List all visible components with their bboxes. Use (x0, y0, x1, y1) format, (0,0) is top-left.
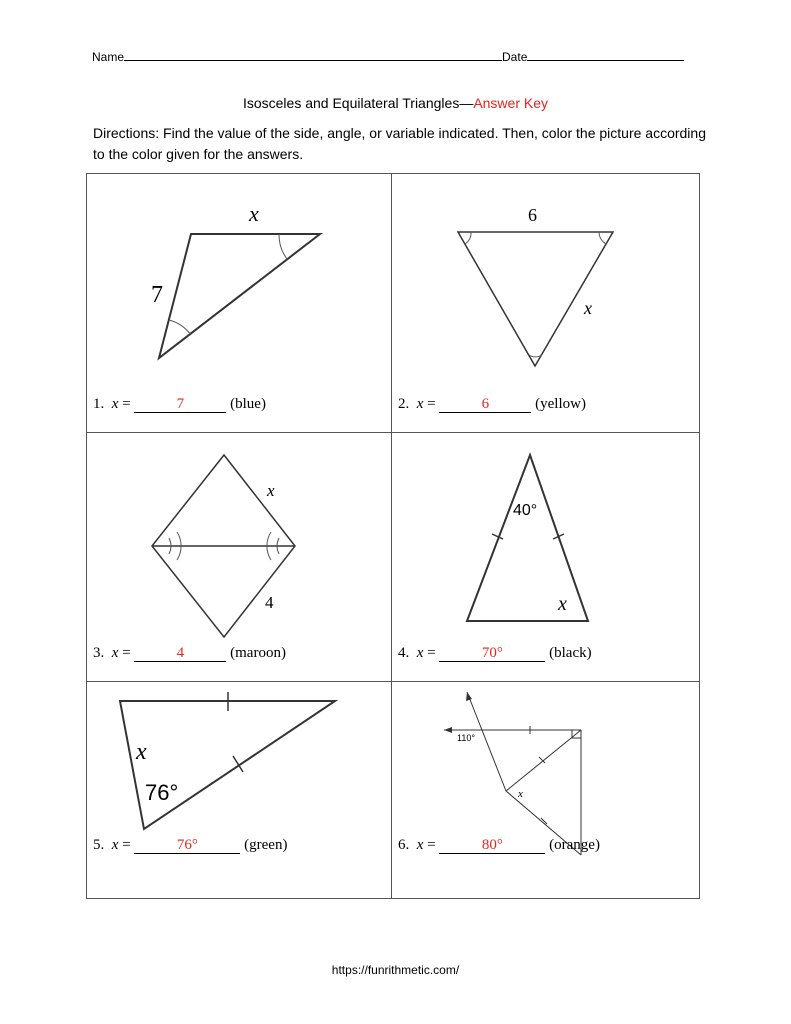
problem-number: 4. (398, 645, 410, 661)
figure-3-upper-label: x (267, 481, 275, 500)
directions-label: Directions (93, 125, 156, 141)
name-date-line (92, 48, 684, 64)
answer-blank[interactable]: 7 (134, 397, 226, 413)
triangle-figure-4 (392, 433, 701, 681)
figure-4-base-label: x (558, 593, 567, 615)
problem-variable: x (111, 837, 119, 853)
problem-grid (86, 173, 700, 899)
problem-variable: x (111, 396, 119, 412)
directions (93, 123, 713, 165)
triangle-figure-5 (87, 682, 391, 900)
date-field[interactable] (527, 48, 684, 61)
problem-number: 5. (93, 837, 105, 853)
problem-variable: x (111, 645, 119, 661)
figure-5-var-label: x (136, 739, 147, 765)
figure-2-side-label: x (584, 298, 592, 318)
date-label: Date (502, 50, 528, 64)
title-main: Isosceles and Equilateral Triangles— (242, 95, 474, 111)
problem-4 (392, 433, 701, 681)
name-field[interactable] (124, 48, 502, 61)
equals-sign: = (122, 396, 131, 412)
color-instruction: (green) (244, 837, 288, 853)
color-instruction: (yellow) (535, 396, 586, 412)
problem-2-answer-line (398, 396, 586, 413)
equals-sign: = (427, 645, 436, 661)
triangle-figure-1 (87, 174, 391, 432)
figure-1-side-label: 7 (151, 282, 163, 308)
answer-blank[interactable]: 76° (134, 838, 240, 854)
problem-5 (87, 682, 391, 900)
problem-number: 2. (398, 396, 410, 412)
problem-6-answer-line (398, 837, 600, 854)
answer-key-label: Answer Key (473, 95, 549, 111)
footer-url[interactable]: https://funrithmetic.com/ (331, 963, 460, 977)
answer-blank[interactable]: 6 (439, 397, 531, 413)
answer-blank[interactable]: 80° (439, 838, 545, 854)
problem-4-answer-line (398, 645, 592, 662)
problem-1 (87, 174, 391, 432)
color-instruction: (orange) (549, 837, 600, 853)
problem-number: 6. (398, 837, 410, 853)
equals-sign: = (427, 396, 436, 412)
worksheet-title (0, 95, 791, 111)
figure-4-angle-label: 40° (513, 502, 538, 519)
figure-1-top-label: x (249, 201, 259, 226)
problem-5-answer-line (93, 837, 287, 854)
figure-5-angle-label: 76° (145, 780, 179, 805)
angle-figure-6 (392, 682, 701, 900)
problem-1-answer-line (93, 396, 266, 413)
rhombus-figure-3 (87, 433, 391, 681)
problem-6 (392, 682, 701, 900)
problem-2 (392, 174, 701, 432)
figure-6-angle-label: 110° (457, 733, 475, 743)
problem-variable: x (416, 396, 424, 412)
problem-variable: x (416, 837, 424, 853)
answer-blank[interactable]: 4 (134, 646, 226, 662)
figure-6-var-label: x (518, 788, 523, 800)
problem-number: 3. (93, 645, 105, 661)
equals-sign: = (122, 837, 131, 853)
problem-3 (87, 433, 391, 681)
problem-number: 1. (93, 396, 105, 412)
directions-text: : Find the value of the side, angle, or variable indicated. Then, color the picture according to the color given for the answers. (93, 125, 706, 162)
triangle-figure-2 (392, 174, 701, 432)
equals-sign: = (122, 645, 131, 661)
name-label: Name (92, 50, 125, 64)
figure-3-lower-label: 4 (265, 593, 274, 612)
color-instruction: (blue) (230, 396, 266, 412)
answer-blank[interactable]: 70° (439, 646, 545, 662)
color-instruction: (maroon) (230, 645, 286, 661)
problem-variable: x (416, 645, 424, 661)
equals-sign: = (427, 837, 436, 853)
figure-2-top-label: 6 (528, 205, 537, 225)
problem-3-answer-line (93, 645, 286, 662)
color-instruction: (black) (549, 645, 592, 661)
